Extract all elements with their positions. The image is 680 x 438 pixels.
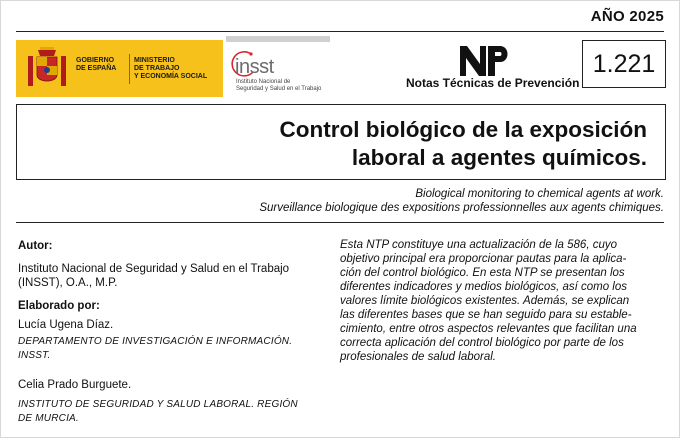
ministry-line-2: DE TRABAJO bbox=[134, 65, 180, 72]
author-org-line-2: (INSST), O.A., M.P. bbox=[18, 277, 118, 289]
ministry-line-3: Y ECONOMÍA SOCIAL bbox=[134, 73, 208, 80]
year-label: AÑO 2025 bbox=[590, 8, 664, 25]
abstract bbox=[340, 238, 666, 364]
document-number: 1.221 bbox=[582, 40, 666, 88]
gov-name-line-1: GOBIERNO bbox=[76, 57, 115, 64]
person-1-name: Lucía Ugena Díaz. bbox=[18, 319, 114, 331]
abstract-line-1: Esta NTP constituye una actualización de la 586, cuyo bbox=[340, 239, 618, 251]
author-org-line-1: Instituto Nacional de Seguridad y Salud en el Trabajo bbox=[18, 263, 290, 275]
ministry-line-1: MINISTERIO bbox=[134, 57, 175, 64]
prepared-by-label: Elaborado por: bbox=[18, 300, 100, 312]
abstract-line-4: diferentes indicadores y medios biológicos, así como los bbox=[340, 281, 628, 293]
title-english: Biological monitoring to chemical agents at work. bbox=[415, 188, 664, 200]
abstract-line-3: ción del control biológico. En esta NTP se presentan los bbox=[340, 267, 625, 279]
abstract-line-5: valores límite biológicos existentes. Además, se explican bbox=[340, 295, 630, 307]
insst-logo-bar bbox=[226, 36, 330, 42]
person-2-dept-line-1: INSTITUTO DE SEGURIDAD Y SALUD LABORAL. REGIÓN bbox=[18, 399, 298, 410]
insst-wordmark: insst bbox=[235, 56, 274, 78]
person-1-dept-line-1: DEPARTAMENTO DE INVESTIGACIÓN E INFORMACIÓN. bbox=[18, 336, 293, 347]
insst-sub-line-1: Instituto Nacional de bbox=[236, 79, 291, 85]
government-logo bbox=[16, 40, 223, 97]
gov-name-line-2: DE ESPAÑA bbox=[76, 65, 117, 72]
section-rule bbox=[16, 222, 664, 223]
title-line-2: laboral a agentes químicos. bbox=[351, 145, 647, 170]
series-name: Notas Técnicas de Prevención bbox=[406, 76, 580, 90]
abstract-line-8: correcta aplicación del control biológico por parte de los bbox=[340, 337, 624, 349]
abstract-line-6: las diferentes bases que se han seguido para su estable- bbox=[340, 309, 632, 321]
abstract-line-2: objetivo principal era proporcionar pautas para la aplica- bbox=[340, 253, 627, 265]
gov-separator bbox=[129, 54, 130, 84]
insst-logo bbox=[226, 36, 330, 96]
abstract-line-9: profesionales de salud laboral. bbox=[340, 351, 496, 363]
author-label: Autor: bbox=[18, 240, 53, 252]
insst-sub-line-2: Seguridad y Salud en el Trabajo bbox=[236, 85, 322, 92]
title-line-1: Control biológico de la exposición bbox=[279, 117, 647, 142]
title-box bbox=[16, 104, 666, 180]
person-2-name: Celia Prado Burguete. bbox=[18, 379, 132, 391]
coat-of-arms-icon bbox=[26, 46, 68, 92]
person-2-dept-line-2: DE MURCIA. bbox=[18, 413, 79, 424]
abstract-line-7: cimiento, entre otros aspectos relevantes que facilitan una bbox=[340, 323, 637, 335]
top-rule bbox=[16, 31, 664, 32]
person-1-dept-line-2: INSST. bbox=[18, 350, 51, 361]
ntp-logo bbox=[458, 44, 512, 78]
title-french: Surveillance biologique des expositions professionnelles aux agents chimiques. bbox=[259, 202, 664, 214]
